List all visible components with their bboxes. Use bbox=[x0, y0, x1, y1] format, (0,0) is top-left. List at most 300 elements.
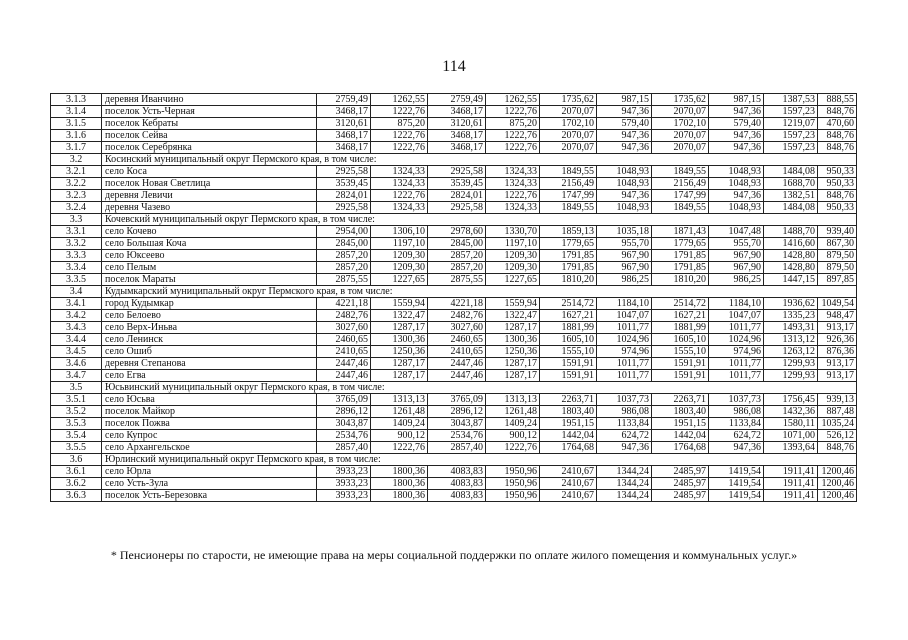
value-cell: 1200,46 bbox=[818, 490, 857, 502]
value-cell: 1881,99 bbox=[652, 322, 709, 334]
value-cell: 926,36 bbox=[818, 334, 857, 346]
settlement-name: село Юрла bbox=[102, 466, 317, 478]
value-cell: 1313,12 bbox=[764, 334, 818, 346]
settlement-name: поселок Усть-Березовка bbox=[102, 490, 317, 502]
value-cell: 1222,76 bbox=[371, 190, 428, 202]
value-cell: 2460,65 bbox=[428, 334, 486, 346]
value-cell: 1222,76 bbox=[371, 142, 428, 154]
value-cell: 2485,97 bbox=[652, 466, 709, 478]
value-cell: 1287,17 bbox=[486, 370, 540, 382]
row-number: 3.3.2 bbox=[51, 238, 102, 250]
value-cell: 848,76 bbox=[818, 130, 857, 142]
value-cell: 1222,76 bbox=[486, 130, 540, 142]
section-row bbox=[51, 454, 857, 466]
section-row bbox=[51, 154, 857, 166]
value-cell: 2534,76 bbox=[428, 430, 486, 442]
value-cell: 897,85 bbox=[818, 274, 857, 286]
value-cell: 1791,85 bbox=[652, 250, 709, 262]
value-cell: 947,36 bbox=[597, 130, 652, 142]
value-cell: 1428,80 bbox=[764, 262, 818, 274]
settlement-name: село Юсьва bbox=[102, 394, 317, 406]
value-cell: 2447,46 bbox=[428, 370, 486, 382]
row-number: 3.2.4 bbox=[51, 202, 102, 214]
value-cell: 1559,94 bbox=[371, 298, 428, 310]
value-cell: 867,30 bbox=[818, 238, 857, 250]
settlement-name: поселок Кебраты bbox=[102, 118, 317, 130]
value-cell: 1555,10 bbox=[540, 346, 597, 358]
row-number: 3.3.3 bbox=[51, 250, 102, 262]
value-cell: 3765,09 bbox=[317, 394, 371, 406]
value-cell: 1791,85 bbox=[540, 250, 597, 262]
table-row bbox=[51, 250, 857, 262]
value-cell: 1859,13 bbox=[540, 226, 597, 238]
value-cell: 967,90 bbox=[597, 250, 652, 262]
value-cell: 2070,07 bbox=[540, 130, 597, 142]
value-cell: 1442,04 bbox=[540, 430, 597, 442]
value-cell: 1037,73 bbox=[709, 394, 764, 406]
value-cell: 3468,17 bbox=[317, 142, 371, 154]
row-number: 3.1.4 bbox=[51, 106, 102, 118]
table-row bbox=[51, 166, 857, 178]
value-cell: 1810,20 bbox=[540, 274, 597, 286]
value-cell: 3468,17 bbox=[428, 142, 486, 154]
value-cell: 1555,10 bbox=[652, 346, 709, 358]
value-cell: 1393,64 bbox=[764, 442, 818, 454]
value-cell: 2410,67 bbox=[540, 490, 597, 502]
value-cell: 1227,65 bbox=[486, 274, 540, 286]
value-cell: 1735,62 bbox=[652, 94, 709, 106]
value-cell: 1779,65 bbox=[652, 238, 709, 250]
value-cell: 967,90 bbox=[597, 262, 652, 274]
value-cell: 1936,62 bbox=[764, 298, 818, 310]
row-number: 3.1.3 bbox=[51, 94, 102, 106]
value-cell: 1756,45 bbox=[764, 394, 818, 406]
table-row bbox=[51, 178, 857, 190]
table-row bbox=[51, 274, 857, 286]
value-cell: 1197,10 bbox=[371, 238, 428, 250]
value-cell: 1735,62 bbox=[540, 94, 597, 106]
table-row bbox=[51, 322, 857, 334]
row-number: 3.4.5 bbox=[51, 346, 102, 358]
value-cell: 1222,76 bbox=[371, 442, 428, 454]
table-row bbox=[51, 226, 857, 238]
settlement-name: город Кудымкар bbox=[102, 298, 317, 310]
value-cell: 1488,70 bbox=[764, 226, 818, 238]
value-cell: 1263,12 bbox=[764, 346, 818, 358]
value-cell: 1300,36 bbox=[486, 334, 540, 346]
value-cell: 947,36 bbox=[597, 142, 652, 154]
value-cell: 1011,77 bbox=[597, 358, 652, 370]
value-cell: 1591,91 bbox=[652, 370, 709, 382]
value-cell: 2824,01 bbox=[428, 190, 486, 202]
value-cell: 1911,41 bbox=[764, 478, 818, 490]
value-cell: 1262,55 bbox=[486, 94, 540, 106]
value-cell: 974,96 bbox=[597, 346, 652, 358]
table-row bbox=[51, 142, 857, 154]
value-cell: 1322,47 bbox=[371, 310, 428, 322]
value-cell: 1222,76 bbox=[371, 130, 428, 142]
value-cell: 986,08 bbox=[709, 406, 764, 418]
value-cell: 3933,23 bbox=[317, 466, 371, 478]
value-cell: 3933,23 bbox=[317, 478, 371, 490]
value-cell: 2978,60 bbox=[428, 226, 486, 238]
value-cell: 913,17 bbox=[818, 370, 857, 382]
settlement-name: село Кочево bbox=[102, 226, 317, 238]
settlement-name: деревня Иванчино bbox=[102, 94, 317, 106]
value-cell: 1250,36 bbox=[371, 346, 428, 358]
value-cell: 579,40 bbox=[709, 118, 764, 130]
value-cell: 2156,49 bbox=[652, 178, 709, 190]
value-cell: 2857,20 bbox=[317, 262, 371, 274]
settlement-name: деревня Степанова bbox=[102, 358, 317, 370]
settlement-name: село Большая Коча bbox=[102, 238, 317, 250]
value-cell: 1803,40 bbox=[540, 406, 597, 418]
value-cell: 1047,07 bbox=[709, 310, 764, 322]
value-cell: 1409,24 bbox=[371, 418, 428, 430]
table-row bbox=[51, 262, 857, 274]
value-cell: 1287,17 bbox=[371, 358, 428, 370]
value-cell: 1493,31 bbox=[764, 322, 818, 334]
table-row bbox=[51, 406, 857, 418]
settlement-name: село Коса bbox=[102, 166, 317, 178]
value-cell: 1048,93 bbox=[597, 178, 652, 190]
value-cell: 974,96 bbox=[709, 346, 764, 358]
section-title: Юсьвинский муниципальный округ Пермского края, в том числе: bbox=[102, 382, 857, 394]
row-number: 3.4.2 bbox=[51, 310, 102, 322]
value-cell: 1791,85 bbox=[540, 262, 597, 274]
table-row bbox=[51, 130, 857, 142]
value-cell: 1200,46 bbox=[818, 466, 857, 478]
table-row bbox=[51, 190, 857, 202]
value-cell: 1035,18 bbox=[597, 226, 652, 238]
row-number: 3.1.5 bbox=[51, 118, 102, 130]
row-number: 3.6.3 bbox=[51, 490, 102, 502]
value-cell: 1048,93 bbox=[597, 202, 652, 214]
value-cell: 1035,24 bbox=[818, 418, 857, 430]
value-cell: 1849,55 bbox=[652, 202, 709, 214]
value-cell: 1591,91 bbox=[540, 370, 597, 382]
value-cell: 1287,17 bbox=[486, 322, 540, 334]
row-number: 3.2.2 bbox=[51, 178, 102, 190]
value-cell: 4221,18 bbox=[428, 298, 486, 310]
value-cell: 2875,55 bbox=[428, 274, 486, 286]
value-cell: 1049,54 bbox=[818, 298, 857, 310]
value-cell: 1702,10 bbox=[652, 118, 709, 130]
value-cell: 2759,49 bbox=[317, 94, 371, 106]
table-row bbox=[51, 106, 857, 118]
value-cell: 2410,67 bbox=[540, 478, 597, 490]
value-cell: 1580,11 bbox=[764, 418, 818, 430]
value-cell: 1849,55 bbox=[652, 166, 709, 178]
row-number: 3.5.3 bbox=[51, 418, 102, 430]
value-cell: 947,36 bbox=[709, 106, 764, 118]
value-cell: 1911,41 bbox=[764, 466, 818, 478]
settlement-name: деревня Левичи bbox=[102, 190, 317, 202]
value-cell: 1011,77 bbox=[597, 370, 652, 382]
value-cell: 947,36 bbox=[709, 190, 764, 202]
value-cell: 2514,72 bbox=[652, 298, 709, 310]
row-number: 3.3 bbox=[51, 214, 102, 226]
value-cell: 470,60 bbox=[818, 118, 857, 130]
value-cell: 1048,93 bbox=[709, 166, 764, 178]
value-cell: 1950,96 bbox=[486, 466, 540, 478]
row-number: 3.5.2 bbox=[51, 406, 102, 418]
value-cell: 2070,07 bbox=[540, 142, 597, 154]
value-cell: 1951,15 bbox=[540, 418, 597, 430]
value-cell: 2857,20 bbox=[428, 250, 486, 262]
value-cell: 1227,65 bbox=[371, 274, 428, 286]
value-cell: 987,15 bbox=[709, 94, 764, 106]
value-cell: 1409,24 bbox=[486, 418, 540, 430]
value-cell: 1330,70 bbox=[486, 226, 540, 238]
row-number: 3.2 bbox=[51, 154, 102, 166]
row-number: 3.3.5 bbox=[51, 274, 102, 286]
value-cell: 1849,55 bbox=[540, 166, 597, 178]
table-row bbox=[51, 466, 857, 478]
settlement-name: село Ленинск bbox=[102, 334, 317, 346]
value-cell: 1047,07 bbox=[597, 310, 652, 322]
value-cell: 900,12 bbox=[486, 430, 540, 442]
table-row bbox=[51, 478, 857, 490]
value-cell: 2070,07 bbox=[540, 106, 597, 118]
value-cell: 3468,17 bbox=[428, 106, 486, 118]
value-cell: 887,48 bbox=[818, 406, 857, 418]
value-cell: 1747,99 bbox=[652, 190, 709, 202]
table-row bbox=[51, 358, 857, 370]
value-cell: 2857,20 bbox=[317, 250, 371, 262]
value-cell: 888,55 bbox=[818, 94, 857, 106]
value-cell: 1597,23 bbox=[764, 130, 818, 142]
row-number: 3.4.3 bbox=[51, 322, 102, 334]
value-cell: 1324,33 bbox=[371, 166, 428, 178]
value-cell: 2485,97 bbox=[652, 478, 709, 490]
value-cell: 848,76 bbox=[818, 190, 857, 202]
value-cell: 2845,00 bbox=[317, 238, 371, 250]
value-cell: 3043,87 bbox=[317, 418, 371, 430]
value-cell: 1951,15 bbox=[652, 418, 709, 430]
value-cell: 1299,93 bbox=[764, 358, 818, 370]
value-cell: 1313,13 bbox=[486, 394, 540, 406]
value-cell: 1037,73 bbox=[597, 394, 652, 406]
value-cell: 1300,36 bbox=[371, 334, 428, 346]
value-cell: 1779,65 bbox=[540, 238, 597, 250]
value-cell: 624,72 bbox=[597, 430, 652, 442]
value-cell: 3539,45 bbox=[428, 178, 486, 190]
value-cell: 2070,07 bbox=[652, 106, 709, 118]
value-cell: 900,12 bbox=[371, 430, 428, 442]
value-cell: 1322,47 bbox=[486, 310, 540, 322]
value-cell: 955,70 bbox=[597, 238, 652, 250]
value-cell: 947,36 bbox=[709, 130, 764, 142]
value-cell: 3027,60 bbox=[317, 322, 371, 334]
table-row bbox=[51, 370, 857, 382]
value-cell: 1881,99 bbox=[540, 322, 597, 334]
section-title: Юрлинский муниципальный округ Пермского края, в том числе: bbox=[102, 454, 857, 466]
tariff-table bbox=[50, 93, 857, 502]
value-cell: 3468,17 bbox=[317, 130, 371, 142]
value-cell: 1133,84 bbox=[709, 418, 764, 430]
value-cell: 967,90 bbox=[709, 250, 764, 262]
value-cell: 1197,10 bbox=[486, 238, 540, 250]
value-cell: 947,36 bbox=[597, 190, 652, 202]
settlement-name: поселок Новая Светлица bbox=[102, 178, 317, 190]
value-cell: 1791,85 bbox=[652, 262, 709, 274]
value-cell: 986,25 bbox=[709, 274, 764, 286]
row-number: 3.3.4 bbox=[51, 262, 102, 274]
table-row bbox=[51, 238, 857, 250]
row-number: 3.6.2 bbox=[51, 478, 102, 490]
value-cell: 1419,54 bbox=[709, 478, 764, 490]
value-cell: 2263,71 bbox=[540, 394, 597, 406]
value-cell: 947,36 bbox=[709, 142, 764, 154]
value-cell: 1419,54 bbox=[709, 490, 764, 502]
page-number: 114 bbox=[442, 58, 466, 75]
value-cell: 3120,61 bbox=[428, 118, 486, 130]
value-cell: 2485,97 bbox=[652, 490, 709, 502]
section-title: Кочевский муниципальный округ Пермского края, в том числе: bbox=[102, 214, 857, 226]
table-row bbox=[51, 334, 857, 346]
value-cell: 955,70 bbox=[709, 238, 764, 250]
value-cell: 1591,91 bbox=[652, 358, 709, 370]
value-cell: 1209,30 bbox=[371, 250, 428, 262]
value-cell: 1871,43 bbox=[652, 226, 709, 238]
value-cell: 2954,00 bbox=[317, 226, 371, 238]
settlement-name: поселок Серебрянка bbox=[102, 142, 317, 154]
value-cell: 1048,93 bbox=[709, 178, 764, 190]
value-cell: 2824,01 bbox=[317, 190, 371, 202]
value-cell: 1605,10 bbox=[652, 334, 709, 346]
table-row bbox=[51, 118, 857, 130]
value-cell: 1262,55 bbox=[371, 94, 428, 106]
value-cell: 1011,77 bbox=[709, 370, 764, 382]
value-cell: 1764,68 bbox=[652, 442, 709, 454]
value-cell: 3539,45 bbox=[317, 178, 371, 190]
value-cell: 1287,17 bbox=[371, 370, 428, 382]
value-cell: 2482,76 bbox=[428, 310, 486, 322]
value-cell: 1335,23 bbox=[764, 310, 818, 322]
value-cell: 2447,46 bbox=[428, 358, 486, 370]
value-cell: 947,36 bbox=[597, 106, 652, 118]
value-cell: 1597,23 bbox=[764, 142, 818, 154]
value-cell: 3468,17 bbox=[428, 130, 486, 142]
value-cell: 1222,76 bbox=[486, 142, 540, 154]
value-cell: 848,76 bbox=[818, 442, 857, 454]
value-cell: 1184,10 bbox=[597, 298, 652, 310]
value-cell: 1950,96 bbox=[486, 478, 540, 490]
value-cell: 1800,36 bbox=[371, 466, 428, 478]
value-cell: 2460,65 bbox=[317, 334, 371, 346]
value-cell: 1047,48 bbox=[709, 226, 764, 238]
value-cell: 1800,36 bbox=[371, 490, 428, 502]
value-cell: 879,50 bbox=[818, 262, 857, 274]
settlement-name: поселок Сейва bbox=[102, 130, 317, 142]
value-cell: 967,90 bbox=[709, 262, 764, 274]
value-cell: 2759,49 bbox=[428, 94, 486, 106]
value-cell: 624,72 bbox=[709, 430, 764, 442]
value-cell: 1209,30 bbox=[486, 262, 540, 274]
value-cell: 1184,10 bbox=[709, 298, 764, 310]
settlement-name: поселок Мараты bbox=[102, 274, 317, 286]
value-cell: 1222,76 bbox=[486, 442, 540, 454]
value-cell: 3468,17 bbox=[317, 106, 371, 118]
value-cell: 1597,23 bbox=[764, 106, 818, 118]
table-body bbox=[51, 94, 857, 502]
value-cell: 1222,76 bbox=[371, 106, 428, 118]
settlement-name: поселок Майкор bbox=[102, 406, 317, 418]
row-number: 3.5.5 bbox=[51, 442, 102, 454]
value-cell: 1306,10 bbox=[371, 226, 428, 238]
value-cell: 1747,99 bbox=[540, 190, 597, 202]
value-cell: 2925,58 bbox=[428, 202, 486, 214]
value-cell: 4221,18 bbox=[317, 298, 371, 310]
value-cell: 1688,70 bbox=[764, 178, 818, 190]
value-cell: 2925,58 bbox=[317, 166, 371, 178]
value-cell: 1911,41 bbox=[764, 490, 818, 502]
value-cell: 1800,36 bbox=[371, 478, 428, 490]
value-cell: 1200,46 bbox=[818, 478, 857, 490]
value-cell: 1024,96 bbox=[709, 334, 764, 346]
value-cell: 579,40 bbox=[597, 118, 652, 130]
value-cell: 1484,08 bbox=[764, 202, 818, 214]
table-row bbox=[51, 310, 857, 322]
settlement-name: село Егва bbox=[102, 370, 317, 382]
settlement-name: село Юксеево bbox=[102, 250, 317, 262]
row-number: 3.6 bbox=[51, 454, 102, 466]
value-cell: 950,33 bbox=[818, 166, 857, 178]
value-cell: 2410,67 bbox=[540, 466, 597, 478]
row-number: 3.3.1 bbox=[51, 226, 102, 238]
row-number: 3.5.4 bbox=[51, 430, 102, 442]
value-cell: 986,25 bbox=[597, 274, 652, 286]
value-cell: 948,47 bbox=[818, 310, 857, 322]
value-cell: 3933,23 bbox=[317, 490, 371, 502]
value-cell: 939,13 bbox=[818, 394, 857, 406]
value-cell: 2896,12 bbox=[317, 406, 371, 418]
value-cell: 1011,77 bbox=[709, 322, 764, 334]
table-row bbox=[51, 394, 857, 406]
value-cell: 1605,10 bbox=[540, 334, 597, 346]
value-cell: 1287,17 bbox=[371, 322, 428, 334]
value-cell: 2410,65 bbox=[317, 346, 371, 358]
value-cell: 2925,58 bbox=[317, 202, 371, 214]
value-cell: 947,36 bbox=[597, 442, 652, 454]
settlement-name: село Купрос bbox=[102, 430, 317, 442]
settlement-name: поселок Пожва bbox=[102, 418, 317, 430]
row-number: 3.4 bbox=[51, 286, 102, 298]
value-cell: 987,15 bbox=[597, 94, 652, 106]
value-cell: 950,33 bbox=[818, 178, 857, 190]
value-cell: 1591,91 bbox=[540, 358, 597, 370]
row-number: 3.4.1 bbox=[51, 298, 102, 310]
value-cell: 879,50 bbox=[818, 250, 857, 262]
settlement-name: поселок Усть-Черная bbox=[102, 106, 317, 118]
value-cell: 1324,33 bbox=[371, 202, 428, 214]
value-cell: 1209,30 bbox=[371, 262, 428, 274]
settlement-name: село Ошиб bbox=[102, 346, 317, 358]
value-cell: 1324,33 bbox=[486, 178, 540, 190]
value-cell: 1810,20 bbox=[652, 274, 709, 286]
value-cell: 2070,07 bbox=[652, 130, 709, 142]
value-cell: 1764,68 bbox=[540, 442, 597, 454]
value-cell: 1432,36 bbox=[764, 406, 818, 418]
value-cell: 1559,94 bbox=[486, 298, 540, 310]
section-row bbox=[51, 382, 857, 394]
value-cell: 1803,40 bbox=[652, 406, 709, 418]
section-title: Косинский муниципальный округ Пермского края, в том числе: bbox=[102, 154, 857, 166]
value-cell: 2896,12 bbox=[428, 406, 486, 418]
section-title: Кудымкарский муниципальный округ Пермского края, в том числе: bbox=[102, 286, 857, 298]
settlement-name: деревня Чазево bbox=[102, 202, 317, 214]
